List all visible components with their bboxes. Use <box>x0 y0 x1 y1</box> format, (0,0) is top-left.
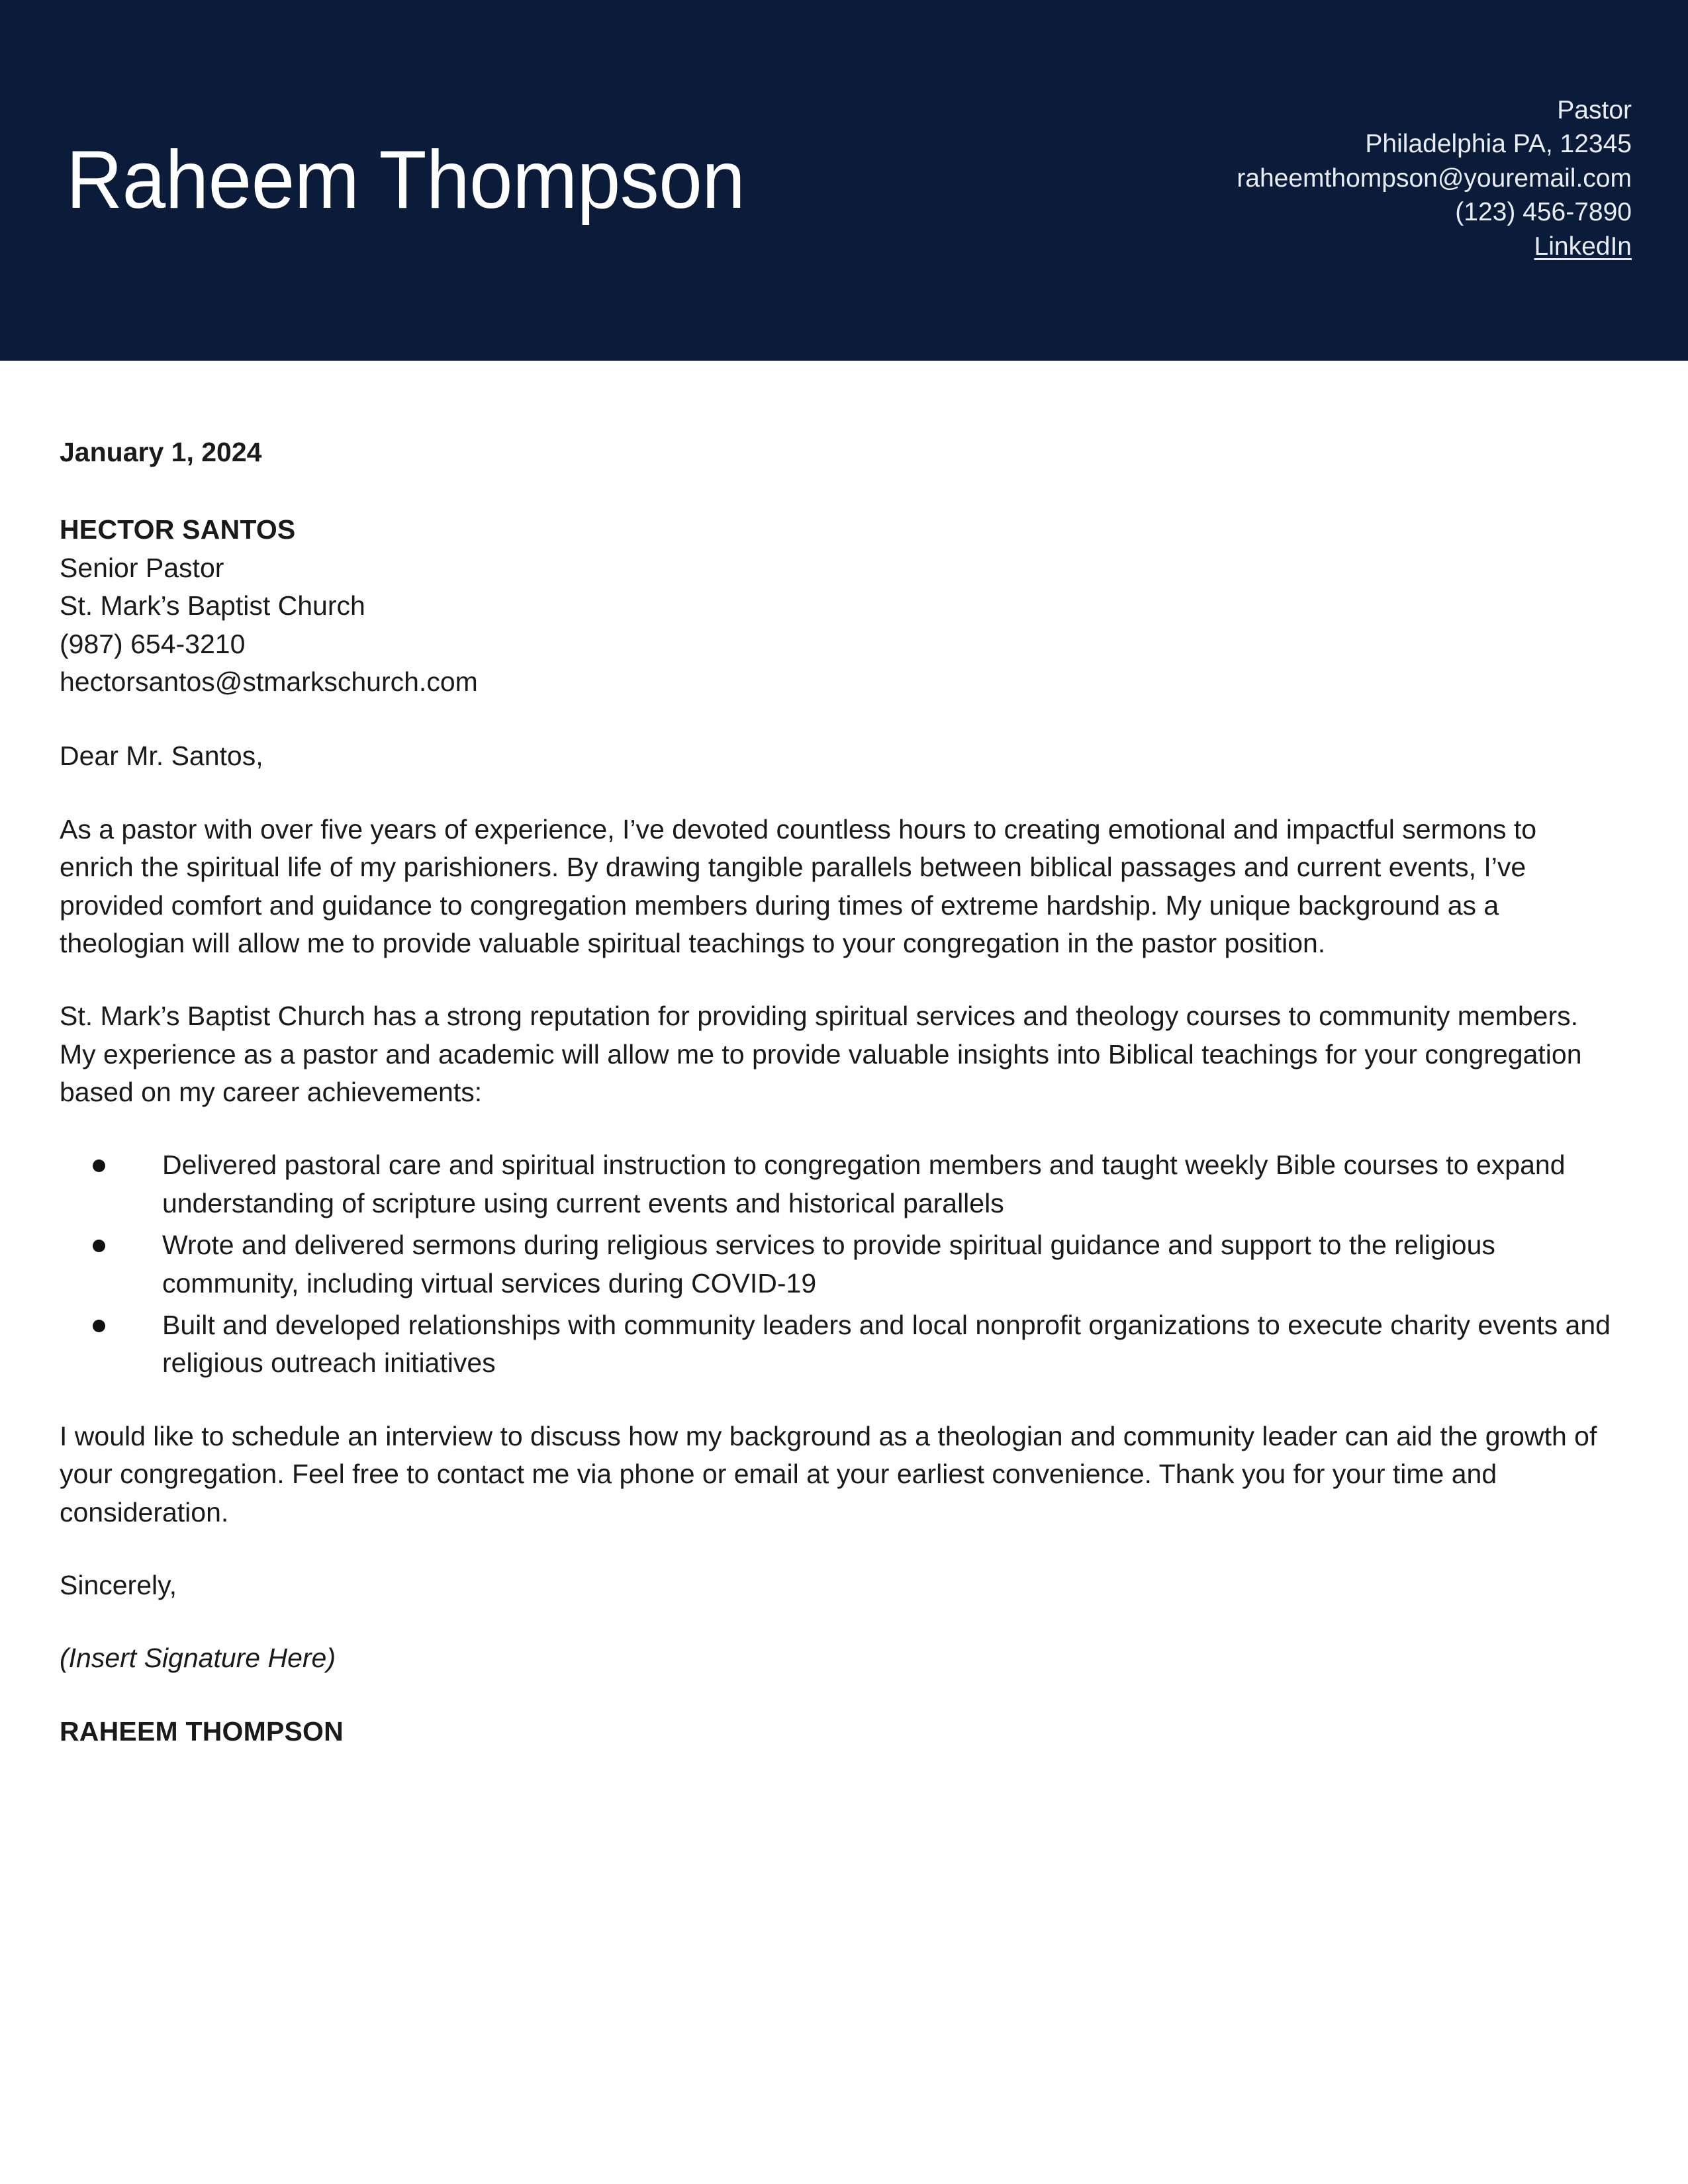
achievements-list <box>60 1146 1612 1382</box>
letter-date: January 1, 2024 <box>60 437 262 467</box>
bullet-dot-icon <box>93 1240 105 1252</box>
salutation: Dear Mr. Santos, <box>60 741 263 772</box>
recipient-email: hectorsantos@stmarkschurch.com <box>60 666 478 697</box>
signature-placeholder: (Insert Signature Here) <box>60 1643 336 1674</box>
recipient-block <box>60 511 1612 701</box>
recipient-name: HECTOR SANTOS <box>60 514 296 545</box>
contact-location: Philadelphia PA, 12345 <box>1365 130 1632 159</box>
letter-body <box>60 433 1612 1751</box>
recipient-organization: St. Mark’s Baptist Church <box>60 590 365 621</box>
header-content <box>66 0 1632 361</box>
achievement-text: Wrote and delivered sermons during religious services to provide spiritual guidance and support to the religious community, including virtual services during COVID-19 <box>162 1230 1495 1298</box>
body-paragraph-1: As a pastor with over five years of experience, I’ve devoted countless hours to creating emotional and impactful sermons to enrich the spiritual life of my parishioners. By drawing tangible parallels between biblical passages and current events, I’ve provided comfort and guidance to congregation members during times of extreme hardship. My unique background as a theologian will allow me to provide valuable spiritual teachings to your congregation in the pastor position. <box>60 813 1537 958</box>
header-band <box>0 0 1688 361</box>
contact-phone: (123) 456-7890 <box>1455 198 1632 227</box>
bullet-dot-icon <box>93 1320 105 1332</box>
candidate-name: Raheem Thompson <box>66 134 745 226</box>
list-item <box>60 1146 1612 1222</box>
recipient-phone: (987) 654-3210 <box>60 628 246 659</box>
bullet-dot-icon <box>93 1160 105 1172</box>
signer-name: RAHEEM THOMPSON <box>60 1715 344 1747</box>
list-item <box>60 1226 1612 1302</box>
body-paragraph-2: St. Mark’s Baptist Church has a strong reputation for providing spiritual services and theology courses to community members. My experience as a pastor and academic will allow me to provide valuable insights into Biblical teachings for your congregation based on my career achievements: <box>60 1001 1582 1108</box>
achievement-text: Built and developed relationships with community leaders and local nonprofit organizations to execute charity events and religious outreach initiatives <box>162 1310 1611 1379</box>
recipient-title: Senior Pastor <box>60 552 224 583</box>
contact-job-title: Pastor <box>1557 95 1632 124</box>
list-item <box>60 1306 1612 1383</box>
sign-off: Sincerely, <box>60 1569 177 1600</box>
contact-block <box>1237 93 1632 267</box>
achievement-text: Delivered pastoral care and spiritual instruction to congregation members and taught weekly Bible courses to expand understanding of scripture using current events and historical parallels <box>162 1150 1566 1218</box>
closing-paragraph: I would like to schedule an interview to discuss how my background as a theologian and community leader can aid the growth of your congregation. Feel free to contact me via phone or email at your earliest convenience. Thank you for your time and consideration. <box>60 1420 1597 1527</box>
contact-email[interactable]: raheemthompson@youremail.com <box>1237 163 1632 193</box>
contact-linkedin-link[interactable]: LinkedIn <box>1534 232 1632 261</box>
